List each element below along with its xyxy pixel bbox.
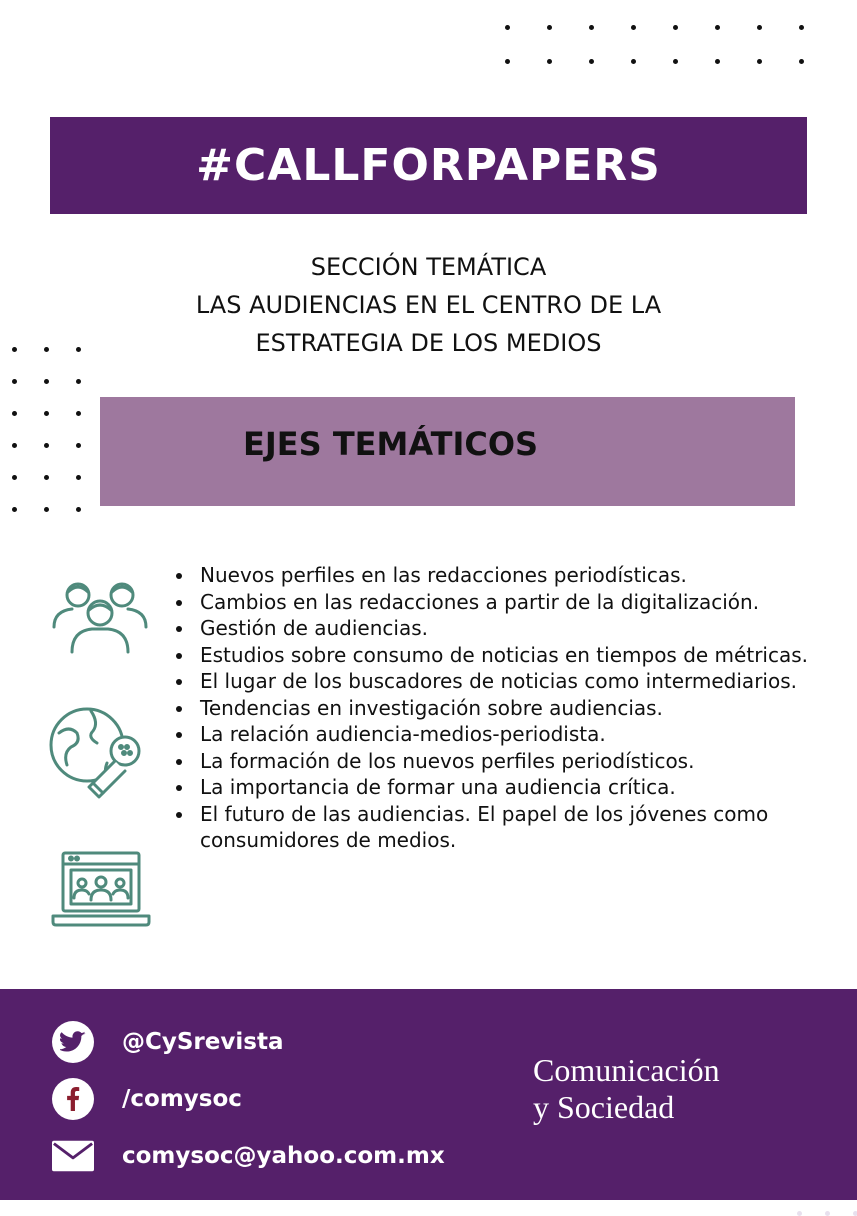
list-item: Tendencias en investigación sobre audiencias. <box>172 695 812 722</box>
decorative-dot <box>505 59 510 64</box>
decorative-dot <box>76 443 81 448</box>
decorative-dot <box>757 59 762 64</box>
banner-title: #CALLFORPAPERS <box>196 140 661 191</box>
decorative-dot <box>631 25 636 30</box>
video-conference-icon <box>51 850 151 928</box>
decorative-dot <box>631 59 636 64</box>
ejes-tematicos-title: EJES TEMÁTICOS <box>243 425 539 463</box>
email-link[interactable] <box>52 1135 445 1177</box>
decorative-dot <box>76 475 81 480</box>
section-title-line: SECCIÓN TEMÁTICA <box>310 253 547 281</box>
ejes-tematicos-box <box>100 397 795 506</box>
list-item: Nuevos perfiles en las redacciones periodísticas. <box>172 562 812 589</box>
decorative-dot <box>799 59 804 64</box>
decorative-dot <box>12 475 17 480</box>
list-item: La formación de los nuevos perfiles periodísticos. <box>172 748 812 775</box>
twitter-handle: @CySrevista <box>122 1029 284 1055</box>
decorative-dot <box>799 25 804 30</box>
decorative-dot <box>76 411 81 416</box>
twitter-link[interactable] <box>52 1021 283 1063</box>
decorative-dot <box>589 25 594 30</box>
list-item: El lugar de los buscadores de noticias como intermediarios. <box>172 668 812 695</box>
decorative-dot <box>76 507 81 512</box>
decorative-dot <box>853 1211 857 1216</box>
email-address: comysoc@yahoo.com.mx <box>122 1143 445 1169</box>
list-item: La importancia de formar una audiencia crítica. <box>172 774 812 801</box>
decorative-dot <box>44 507 49 512</box>
list-item: El futuro de las audiencias. El papel de los jóvenes como consumidores de medios. <box>172 801 812 854</box>
section-title-line: ESTRATEGIA DE LOS MEDIOS <box>255 329 602 357</box>
twitter-icon <box>52 1021 94 1063</box>
section-title <box>0 248 857 362</box>
decorative-dot <box>547 25 552 30</box>
decorative-dot <box>44 379 49 384</box>
brand-line: y Sociedad <box>533 1089 675 1125</box>
facebook-handle: /comysoc <box>122 1086 242 1112</box>
decorative-dot <box>715 59 720 64</box>
list-item: Cambios en las redacciones a partir de la digitalización. <box>172 589 812 616</box>
facebook-icon <box>52 1078 94 1120</box>
decorative-dot <box>76 379 81 384</box>
brand-logo-text <box>533 1052 720 1126</box>
decorative-dot <box>589 59 594 64</box>
decorative-dot <box>505 25 510 30</box>
decorative-dot <box>12 379 17 384</box>
globe-microphone-icon <box>47 703 147 803</box>
decorative-dot <box>673 59 678 64</box>
people-group-icon <box>50 575 150 655</box>
list-item: La relación audiencia-medios-periodista. <box>172 721 812 748</box>
decorative-dots-top <box>505 25 804 64</box>
decorative-dot <box>44 443 49 448</box>
decorative-dot <box>757 25 762 30</box>
decorative-dots-left <box>12 347 81 512</box>
decorative-dot <box>797 1211 802 1216</box>
decorative-dot <box>673 25 678 30</box>
list-item: Estudios sobre consumo de noticias en tiempos de métricas. <box>172 642 812 669</box>
header-banner <box>50 117 807 214</box>
list-item: Gestión de audiencias. <box>172 615 812 642</box>
decorative-dot <box>547 59 552 64</box>
facebook-link[interactable] <box>52 1078 242 1120</box>
decorative-dot <box>44 411 49 416</box>
brand-line: Comunicación <box>533 1052 720 1088</box>
decorative-dot <box>12 443 17 448</box>
decorative-dot <box>12 411 17 416</box>
section-title-line: LAS AUDIENCIAS EN EL CENTRO DE LA <box>195 291 662 319</box>
decorative-dot <box>44 475 49 480</box>
decorative-dot <box>715 25 720 30</box>
decorative-dot <box>825 1211 830 1216</box>
mail-icon <box>52 1135 94 1177</box>
decorative-dot <box>12 507 17 512</box>
topics-list <box>172 562 812 854</box>
